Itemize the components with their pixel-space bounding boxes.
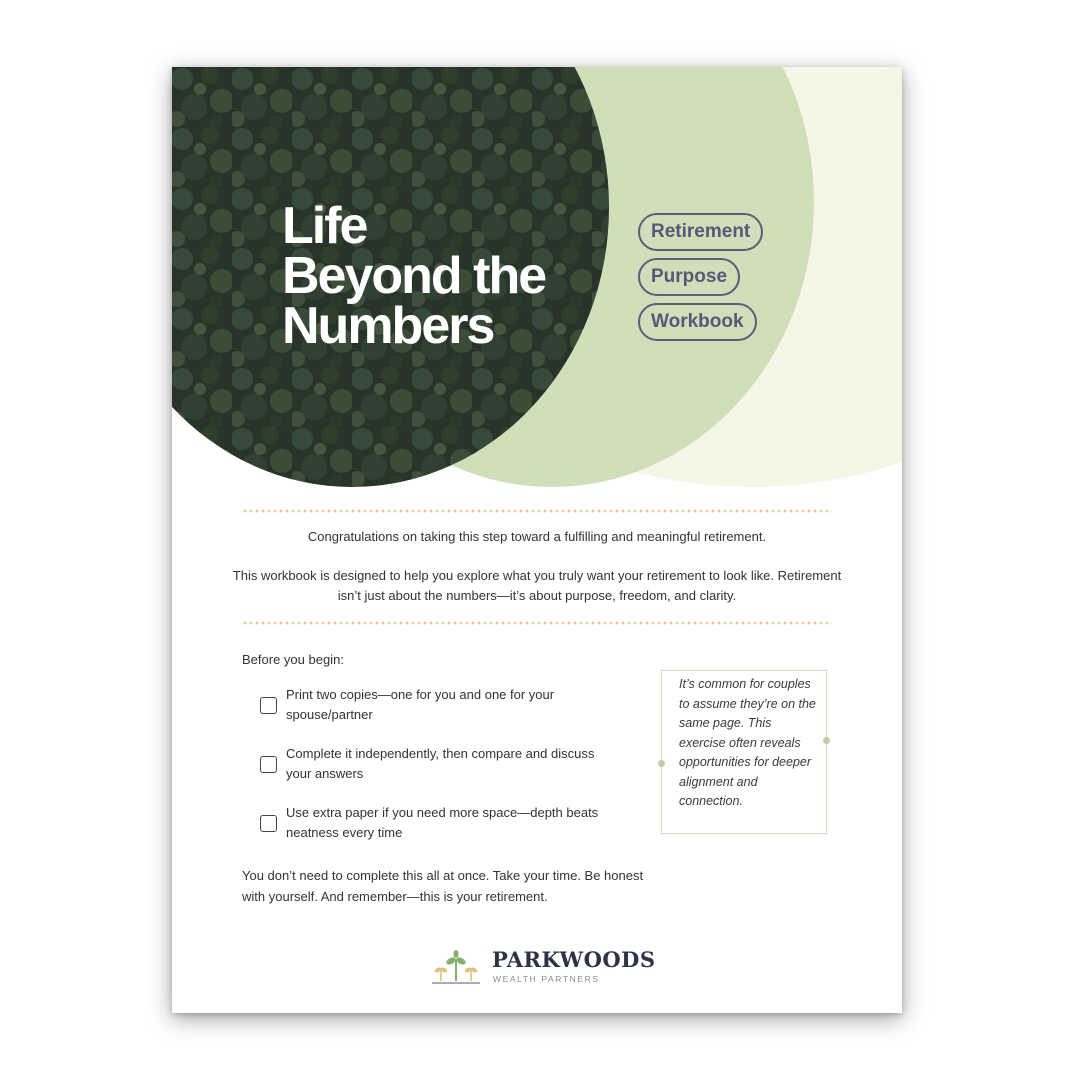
checklist-item[interactable] <box>260 685 600 725</box>
checklist-heading: Before you begin: <box>242 652 344 667</box>
title-line-1: Life <box>282 197 367 255</box>
tag-retirement: Retirement <box>638 213 763 251</box>
checklist-item-label: Complete it independently, then compare and discuss your answers <box>286 746 595 781</box>
brand-tagline: WEALTH PARTNERS <box>493 974 600 984</box>
aside-note-text: It’s common for couples to assume they’re on the same page. This exercise often reveals opportunities for deeper alignment and connection. <box>679 677 816 808</box>
checkbox[interactable] <box>260 697 277 714</box>
closing-text: You don’t need to complete this all at once. Take your time. Be honest with yourself. And remember—this is your retirement. <box>242 868 644 904</box>
checklist-item-label: Print two copies—one for you and one for your spouse/partner <box>286 687 555 722</box>
intro-congrats: Congratulations on taking this step toward a fulfilling and meaningful retirement. <box>307 529 767 544</box>
intro-purpose: This workbook is designed to help you explore what you truly want your retirement to look like. Retirement isn’t just about the numbers—it’s about purpose, freedom, and clarity. <box>232 568 842 603</box>
tag-workbook: Workbook <box>638 303 757 341</box>
tag-list <box>638 213 763 348</box>
tag-purpose: Purpose <box>638 258 740 296</box>
connector-dot <box>658 760 665 767</box>
sprout-trio-icon <box>430 949 482 985</box>
aside-note <box>661 670 827 834</box>
title-line-3: Numbers <box>282 297 494 355</box>
hero-banner <box>172 67 902 487</box>
checklist-item[interactable] <box>260 803 600 843</box>
title-line-2: Beyond the <box>282 247 546 305</box>
connector-dot <box>823 737 830 744</box>
checklist-item-label: Use extra paper if you need more space—depth beats neatness every time <box>286 805 599 840</box>
brand-logo <box>430 945 660 985</box>
checkbox[interactable] <box>260 815 277 832</box>
workbook-page <box>172 67 902 1013</box>
checkbox[interactable] <box>260 756 277 773</box>
dotted-divider-bottom <box>242 621 832 625</box>
brand-name: PARKWOODS <box>492 947 656 972</box>
page-title <box>282 197 602 355</box>
checklist-item[interactable] <box>260 744 600 784</box>
dotted-divider-top <box>242 509 832 513</box>
